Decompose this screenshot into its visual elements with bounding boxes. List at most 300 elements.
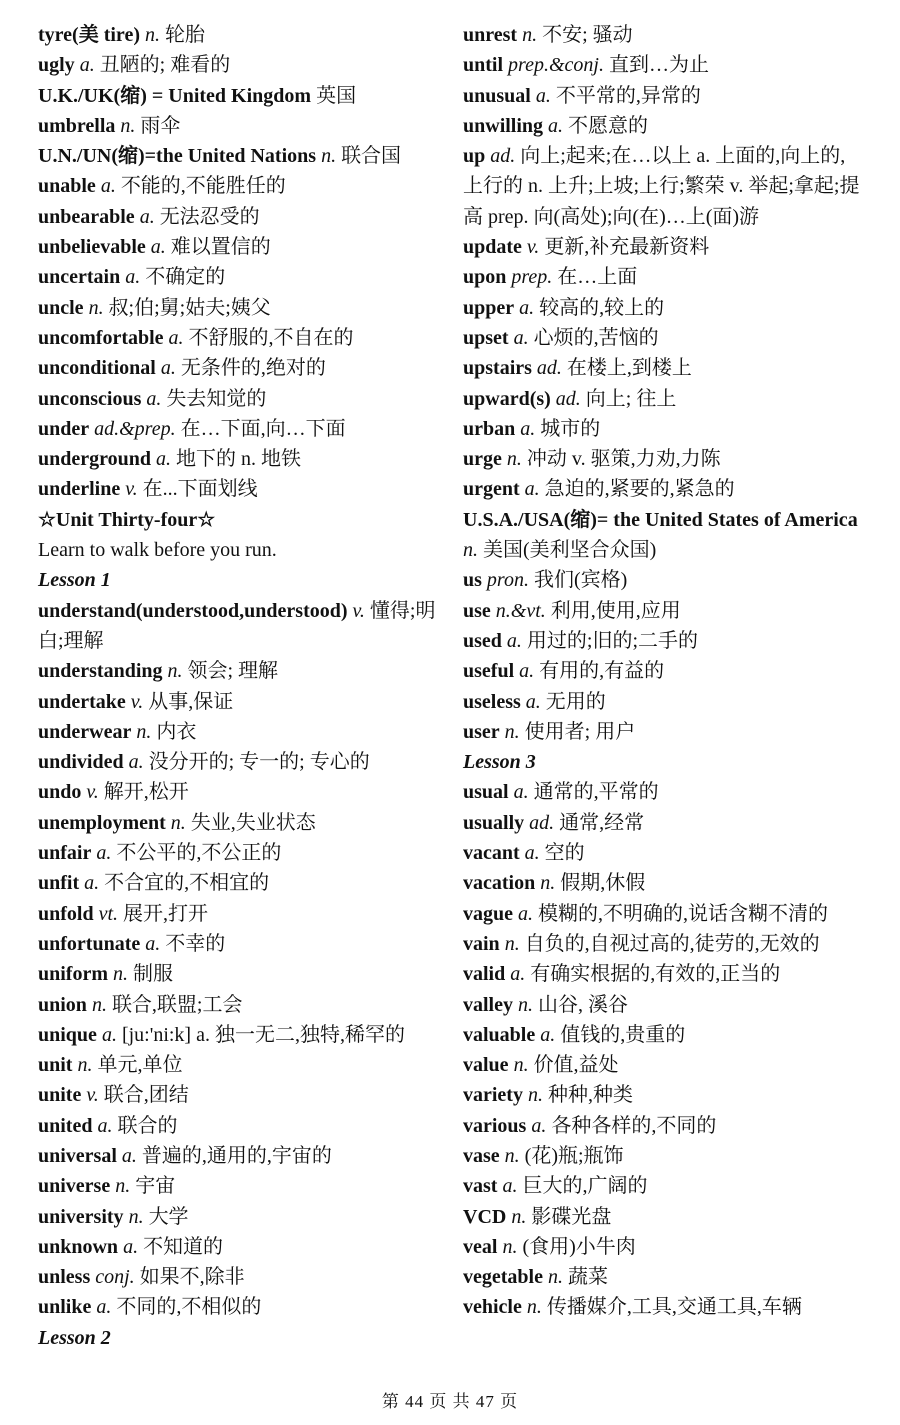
definition: 如果不,除非 xyxy=(139,1266,245,1289)
definition: 不同的,不相似的 xyxy=(116,1296,262,1319)
definition: 在…上面 xyxy=(557,266,638,289)
definition: 展开,打开 xyxy=(123,902,209,925)
definition: 空的 xyxy=(544,842,585,865)
definition: 失去知觉的 xyxy=(166,387,267,410)
definition: 不知道的 xyxy=(143,1235,224,1258)
definition: 价值,益处 xyxy=(533,1054,619,1077)
definition: 不安; 骚动 xyxy=(542,24,633,46)
definition: 无条件的,绝对的 xyxy=(180,357,326,380)
definition: 用过的;旧的;二手的 xyxy=(526,629,699,652)
part-of-speech: n. xyxy=(88,296,104,319)
part-of-speech: n. xyxy=(170,811,186,834)
headword: underline xyxy=(38,478,121,501)
headword: vast xyxy=(463,1175,498,1198)
definition: 自负的,自视过高的,徒劳的,无效的 xyxy=(524,932,820,955)
headword: urge xyxy=(463,448,502,471)
definition: 影碟光盘 xyxy=(531,1205,612,1228)
part-of-speech: n. xyxy=(526,1296,542,1319)
part-of-speech: n. xyxy=(77,1054,93,1077)
definition: 在...下面划线 xyxy=(142,478,258,501)
part-of-speech: n. xyxy=(522,24,538,46)
part-of-speech: n. xyxy=(502,1235,518,1258)
headword: unfit xyxy=(38,872,80,895)
vocab-entry xyxy=(463,808,863,838)
headword: upstairs xyxy=(463,357,532,380)
definition: 不合宜的,不相宜的 xyxy=(104,872,270,895)
vocab-entry xyxy=(463,444,863,474)
vocab-entry xyxy=(38,1080,438,1110)
vocab-entry xyxy=(38,808,438,838)
headword: tyre(美 tire) xyxy=(38,24,140,46)
definition: (食用)小牛肉 xyxy=(522,1235,636,1258)
part-of-speech: pron. xyxy=(486,569,529,592)
vocab-entry xyxy=(463,262,863,292)
vocab-entry xyxy=(463,81,863,111)
headword: unfair xyxy=(38,842,92,865)
headword: unit xyxy=(38,1054,73,1077)
part-of-speech: a. xyxy=(139,205,155,228)
vocab-entry xyxy=(38,293,438,323)
vocab-entry xyxy=(38,899,438,929)
part-of-speech: a. xyxy=(145,932,161,955)
vocab-entry xyxy=(38,929,438,959)
vocab-entry xyxy=(463,1202,863,1232)
part-of-speech: ad.&prep. xyxy=(94,417,176,440)
part-of-speech: a. xyxy=(502,1175,518,1198)
part-of-speech: a. xyxy=(513,326,529,349)
part-of-speech: a. xyxy=(84,872,100,895)
definition: 单元,单位 xyxy=(97,1054,183,1077)
headword: vacant xyxy=(463,842,520,865)
definition: 联合国 xyxy=(341,145,402,168)
definition: 我们(宾格) xyxy=(533,569,628,592)
vocab-entry xyxy=(38,1171,438,1201)
headword: uncle xyxy=(38,296,84,319)
vocab-entry xyxy=(463,656,863,686)
headword: VCD xyxy=(463,1205,507,1228)
headword: valley xyxy=(463,993,513,1016)
part-of-speech: a. xyxy=(123,1235,139,1258)
vocab-entry xyxy=(38,1232,438,1262)
headword: unable xyxy=(38,175,96,198)
definition: 宇宙 xyxy=(135,1175,176,1198)
headword: up xyxy=(463,145,486,168)
left-column xyxy=(38,20,438,1353)
definition: 不确定的 xyxy=(145,266,226,289)
part-of-speech: conj. xyxy=(95,1266,135,1289)
headword: under xyxy=(38,417,90,440)
part-of-speech: v. xyxy=(86,1084,99,1107)
definition: 在…下面,向…下面 xyxy=(180,417,346,440)
vocab-entry xyxy=(463,899,863,929)
headword: user xyxy=(463,720,500,743)
definition: 不平常的,异常的 xyxy=(555,84,701,107)
vocab-entry xyxy=(463,626,863,656)
part-of-speech: vt. xyxy=(98,902,119,925)
headword: ugly xyxy=(38,54,75,77)
part-of-speech: a. xyxy=(156,448,172,471)
part-of-speech: a. xyxy=(150,236,166,259)
headword: universe xyxy=(38,1175,111,1198)
vocab-entry xyxy=(38,687,438,717)
part-of-speech: a. xyxy=(510,963,526,986)
vocab-entry xyxy=(463,1232,863,1262)
part-of-speech: n. xyxy=(504,1144,520,1167)
definition: 通常,经常 xyxy=(559,811,645,834)
vocab-entry xyxy=(463,929,863,959)
headword: variety xyxy=(463,1084,523,1107)
headword: unless xyxy=(38,1266,91,1289)
part-of-speech: n. xyxy=(504,720,520,743)
definition: 有用的,有益的 xyxy=(539,660,665,683)
part-of-speech: n. xyxy=(513,1054,529,1077)
definition: 不幸的 xyxy=(165,932,226,955)
headword: use xyxy=(463,599,491,622)
vocab-entry xyxy=(463,1020,863,1050)
headword: upper xyxy=(463,296,515,319)
part-of-speech: a. xyxy=(540,1023,556,1046)
vocab-entry xyxy=(463,353,863,383)
headword: uncomfortable xyxy=(38,326,164,349)
headword: undivided xyxy=(38,751,124,774)
definition: 失业,失业状态 xyxy=(190,811,316,834)
definition: 利用,使用,应用 xyxy=(550,599,681,622)
vocab-entry xyxy=(463,868,863,898)
definition: 种种,种类 xyxy=(547,1084,633,1107)
part-of-speech: a. xyxy=(525,690,541,713)
definition: 联合的 xyxy=(117,1114,178,1137)
part-of-speech: n. xyxy=(167,660,183,683)
lesson-heading: Lesson 3 xyxy=(463,751,536,774)
definition: 懂得;明白;理解 xyxy=(38,599,436,652)
headword: unconditional xyxy=(38,357,156,380)
part-of-speech: n. xyxy=(547,1266,563,1289)
definition: 丑陋的; 难看的 xyxy=(99,54,231,77)
headword: unknown xyxy=(38,1235,119,1258)
vocab-entry xyxy=(463,1080,863,1110)
headword: unique xyxy=(38,1023,97,1046)
definition: 联合,联盟;工会 xyxy=(111,993,243,1016)
headword: vegetable xyxy=(463,1266,543,1289)
vocab-entry xyxy=(463,717,863,747)
headword: unbearable xyxy=(38,205,135,228)
headword: unemployment xyxy=(38,811,166,834)
part-of-speech: a. xyxy=(535,84,551,107)
headword: underground xyxy=(38,448,152,471)
headword: us xyxy=(463,569,482,592)
headword: usually xyxy=(463,811,525,834)
part-of-speech: ad. xyxy=(555,387,581,410)
part-of-speech: a. xyxy=(548,114,564,137)
part-of-speech: n. xyxy=(463,539,478,562)
vocab-entry xyxy=(38,1111,438,1141)
vocab-entry xyxy=(38,111,438,141)
part-of-speech: n. xyxy=(511,1205,527,1228)
part-of-speech: a. xyxy=(79,54,95,77)
headword: understanding xyxy=(38,660,163,683)
vocab-entry xyxy=(463,505,863,566)
definition: (花)瓶;瓶饰 xyxy=(524,1144,624,1167)
vocab-entry xyxy=(38,444,438,474)
part-of-speech: prep.&conj. xyxy=(508,54,604,77)
headword: update xyxy=(463,236,522,259)
vocab-entry xyxy=(38,353,438,383)
part-of-speech: ad. xyxy=(529,811,555,834)
headword: union xyxy=(38,993,87,1016)
headword: understand(understood,understood) xyxy=(38,599,348,622)
vocab-entry xyxy=(463,1262,863,1292)
part-of-speech: a. xyxy=(531,1114,547,1137)
part-of-speech: n. xyxy=(136,720,152,743)
definition: 不公平的,不公正的 xyxy=(116,842,282,865)
vocab-entry xyxy=(463,1292,863,1322)
vocab-entry xyxy=(38,202,438,232)
part-of-speech: ad. xyxy=(536,357,562,380)
vocab-entry xyxy=(463,474,863,504)
part-of-speech: n. xyxy=(527,1084,543,1107)
vocab-entry xyxy=(38,81,438,111)
definition: 领会; 理解 xyxy=(187,660,279,683)
vocab-entry xyxy=(463,565,863,595)
definition: 心烦的,苦恼的 xyxy=(533,326,659,349)
part-of-speech: n. xyxy=(113,963,128,986)
vocab-entry xyxy=(463,687,863,717)
definition: 不能的,不能胜任的 xyxy=(120,175,286,198)
vocab-entry xyxy=(463,959,863,989)
definition: 有确实根据的,有效的,正当的 xyxy=(530,963,781,986)
definition: 较高的,较上的 xyxy=(539,296,665,319)
part-of-speech: a. xyxy=(96,842,112,865)
part-of-speech: n.&vt. xyxy=(495,599,546,622)
headword: umbrella xyxy=(38,114,116,137)
definition: 地下的 n. 地铁 xyxy=(176,448,302,471)
headword: valuable xyxy=(463,1023,536,1046)
vocab-entry xyxy=(38,1020,438,1050)
vocab-entry xyxy=(463,1171,863,1201)
definition: 联合,团结 xyxy=(103,1084,189,1107)
part-of-speech: n. xyxy=(128,1205,144,1228)
headword: uncertain xyxy=(38,266,121,289)
vocab-entry xyxy=(38,262,438,292)
vocab-entry xyxy=(38,323,438,353)
headword: upon xyxy=(463,266,507,289)
part-of-speech: a. xyxy=(524,478,540,501)
page-footer: 第 44 页 共 47 页 xyxy=(381,1392,519,1411)
part-of-speech: a. xyxy=(520,417,536,440)
headword: upward(s) xyxy=(463,387,551,410)
headword: useful xyxy=(463,660,515,683)
part-of-speech: a. xyxy=(513,781,529,804)
vocab-entry xyxy=(463,323,863,353)
definition: 向上;起来;在…以上 a. 上面的,向上的,上行的 n. 上升;上坡;上行;繁荣 v. 举起;拿起;提高 prep. 向(高处);向(在)…上(面)游 xyxy=(463,145,860,228)
headword: unwilling xyxy=(463,114,544,137)
vocab-entry xyxy=(463,50,863,80)
headword: unlike xyxy=(38,1296,92,1319)
definition: 美国(美利坚合众国) xyxy=(483,539,657,562)
headword: veal xyxy=(463,1235,498,1258)
part-of-speech: a. xyxy=(96,1296,112,1319)
headword: urban xyxy=(463,417,516,440)
definition: 蔬菜 xyxy=(567,1266,608,1289)
headword: unfortunate xyxy=(38,932,141,955)
vocab-entry xyxy=(38,1292,438,1322)
headword: university xyxy=(38,1205,124,1228)
definition: 大学 xyxy=(148,1205,189,1228)
right-column xyxy=(463,20,863,1323)
headword: U.K./UK(缩) = United Kingdom xyxy=(38,84,312,107)
part-of-speech: n. xyxy=(91,993,107,1016)
lesson-heading: Lesson 2 xyxy=(38,1326,111,1349)
vocab-entry xyxy=(463,111,863,141)
headword: undo xyxy=(38,781,82,804)
definition: 使用者; 用户 xyxy=(524,720,636,743)
part-of-speech: a. xyxy=(506,629,522,652)
headword: uniform xyxy=(38,963,108,986)
definition: [ju:'ni:k] a. 独一无二,独特,稀罕的 xyxy=(121,1023,405,1046)
headword: vehicle xyxy=(463,1296,522,1319)
vocab-entry xyxy=(463,384,863,414)
motto-text: Learn to walk before you run. xyxy=(38,539,277,562)
headword: used xyxy=(463,629,502,652)
headword: various xyxy=(463,1114,527,1137)
definition: 解开,松开 xyxy=(103,781,189,804)
headword: U.N./UN(缩)=the United Nations xyxy=(38,145,317,168)
definition: 巨大的,广阔的 xyxy=(522,1175,648,1198)
vocab-entry xyxy=(463,232,863,262)
headword: value xyxy=(463,1054,509,1077)
headword: unite xyxy=(38,1084,82,1107)
part-of-speech: n. xyxy=(506,448,522,471)
definition: 山谷, 溪谷 xyxy=(538,993,628,1016)
definition: 城市的 xyxy=(540,417,601,440)
part-of-speech: a. xyxy=(97,1114,113,1137)
headword: universal xyxy=(38,1144,117,1167)
part-of-speech: v. xyxy=(130,690,144,713)
unit-heading: ☆Unit Thirty-four☆ xyxy=(38,508,216,531)
vocab-entry xyxy=(463,838,863,868)
part-of-speech: v. xyxy=(526,236,540,259)
vocab-entry xyxy=(38,717,438,747)
part-of-speech: a. xyxy=(519,296,535,319)
vocab-entry xyxy=(38,1202,438,1232)
vocab-entry xyxy=(38,596,438,657)
part-of-speech: prep. xyxy=(511,266,553,289)
definition: 内衣 xyxy=(156,720,197,743)
part-of-speech: n. xyxy=(321,145,337,168)
headword: urgent xyxy=(463,478,520,501)
vocab-entry xyxy=(38,959,438,989)
headword: underwear xyxy=(38,720,132,743)
vocab-entry xyxy=(463,990,863,1020)
headword: vase xyxy=(463,1144,500,1167)
vocab-entry xyxy=(38,990,438,1020)
vocab-entry xyxy=(463,293,863,323)
headword: vacation xyxy=(463,872,536,895)
part-of-speech: a. xyxy=(146,387,162,410)
headword: unfold xyxy=(38,902,94,925)
headword: unbelievable xyxy=(38,236,146,259)
headword: useless xyxy=(463,690,521,713)
definition: 轮胎 xyxy=(164,24,205,46)
headword: vain xyxy=(463,932,500,955)
vocab-entry xyxy=(463,414,863,444)
vocab-entry xyxy=(38,747,438,777)
definition: 直到…为止 xyxy=(608,54,709,77)
part-of-speech: a. xyxy=(121,1144,137,1167)
headword: until xyxy=(463,54,504,77)
headword: U.S.A./USA(缩)= the United States of America xyxy=(463,508,858,531)
part-of-speech: n. xyxy=(144,24,160,46)
headword: usual xyxy=(463,781,509,804)
vocab-entry xyxy=(463,141,863,232)
definition: 通常的,平常的 xyxy=(533,781,659,804)
vocab-entry xyxy=(463,1111,863,1141)
vocab-entry xyxy=(38,20,438,50)
vocab-entry xyxy=(38,50,438,80)
part-of-speech: n. xyxy=(540,872,556,895)
part-of-speech: a. xyxy=(519,660,535,683)
part-of-speech: v. xyxy=(125,478,138,501)
part-of-speech: v. xyxy=(86,781,99,804)
headword: unrest xyxy=(463,24,518,46)
headword: unconscious xyxy=(38,387,142,410)
vocab-entry xyxy=(38,1262,438,1292)
part-of-speech: v. xyxy=(352,599,365,622)
vocab-entry xyxy=(38,838,438,868)
part-of-speech: n. xyxy=(518,993,533,1016)
definition: 不愿意的 xyxy=(568,114,649,137)
definition: 更新,补充最新资料 xyxy=(544,236,710,259)
definition: 冲动 v. 驱策,力劝,力陈 xyxy=(526,448,721,471)
definition: 假期,休假 xyxy=(560,872,646,895)
vocab-entry xyxy=(463,1050,863,1080)
vocab-entry xyxy=(38,656,438,686)
definition: 从事,保证 xyxy=(148,690,234,713)
lesson-heading: Lesson 1 xyxy=(38,569,111,592)
definition: 不舒服的,不自在的 xyxy=(188,326,354,349)
part-of-speech: n. xyxy=(120,114,136,137)
definition: 模糊的,不明确的,说话含糊不清的 xyxy=(538,902,828,925)
headword: upset xyxy=(463,326,509,349)
definition: 难以置信的 xyxy=(170,236,271,259)
vocab-entry xyxy=(463,777,863,807)
vocab-entry xyxy=(38,384,438,414)
definition: 普遍的,通用的,宇宙的 xyxy=(141,1144,332,1167)
headword: undertake xyxy=(38,690,126,713)
part-of-speech: a. xyxy=(168,326,184,349)
part-of-speech: n. xyxy=(115,1175,131,1198)
part-of-speech: n. xyxy=(504,932,520,955)
definition: 没分开的; 专一的; 专心的 xyxy=(148,751,370,774)
definition: 各种各样的,不同的 xyxy=(551,1114,717,1137)
definition: 制服 xyxy=(133,963,173,986)
vocab-entry xyxy=(463,596,863,626)
headword: valid xyxy=(463,963,506,986)
vocab-entry xyxy=(38,414,438,444)
vocab-entry xyxy=(38,171,438,201)
headword: unusual xyxy=(463,84,531,107)
vocab-entry xyxy=(38,474,438,504)
definition: 无用的 xyxy=(545,690,606,713)
headword: united xyxy=(38,1114,93,1137)
definition: 叔;伯;舅;姑夫;姨父 xyxy=(108,296,271,319)
part-of-speech: a. xyxy=(160,357,176,380)
part-of-speech: a. xyxy=(125,266,141,289)
vocab-entry xyxy=(38,777,438,807)
definition: 值钱的,贵重的 xyxy=(560,1023,686,1046)
vocab-entry xyxy=(38,1050,438,1080)
definition: 在楼上,到楼上 xyxy=(566,357,692,380)
